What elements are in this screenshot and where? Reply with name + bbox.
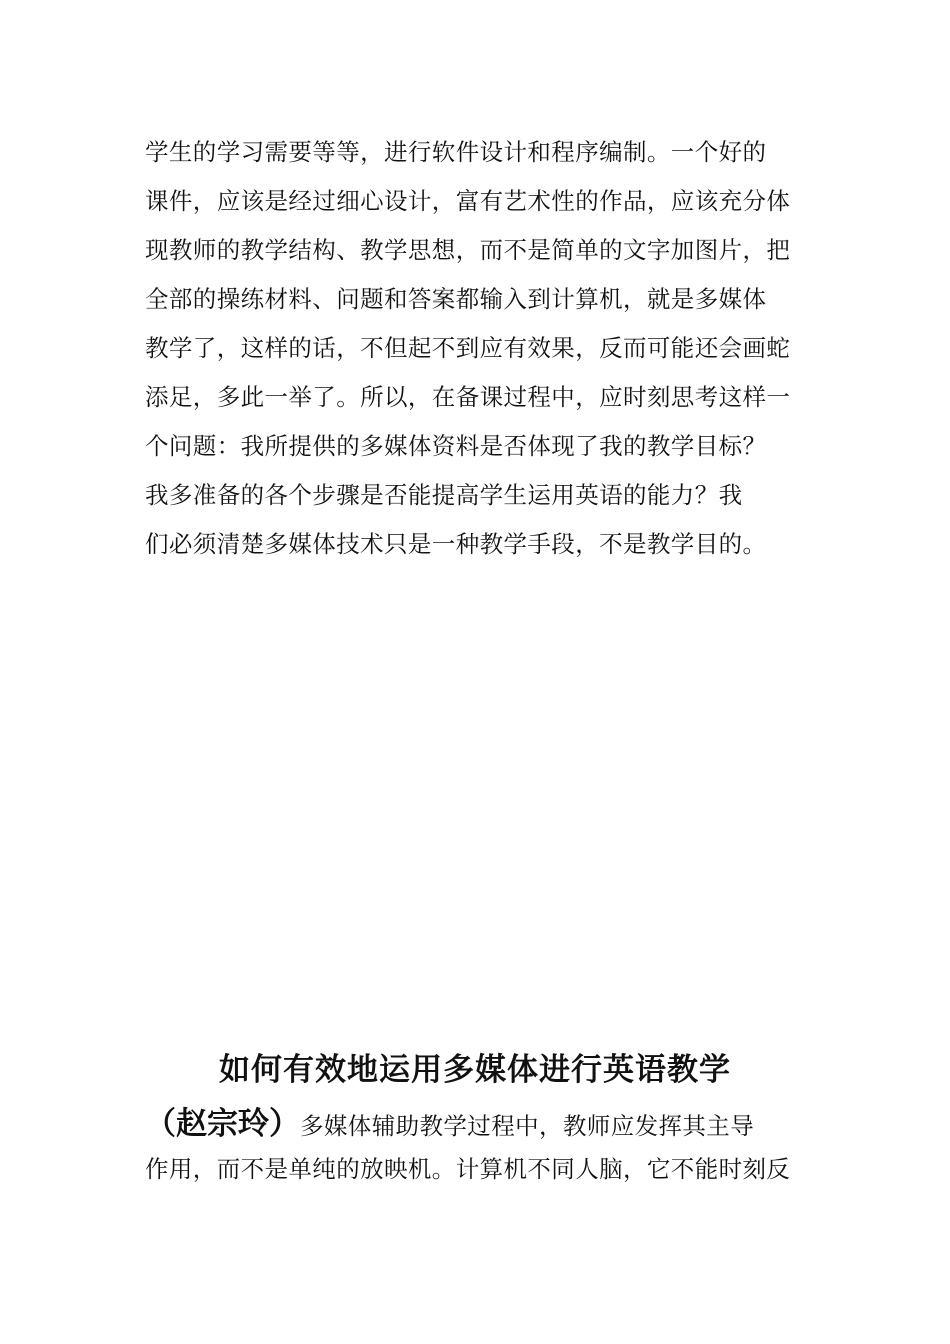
author-name: （赵宗玲） xyxy=(145,1106,300,1142)
article-first-line: 多媒体辅助教学过程中，教师应发挥其主导 xyxy=(300,1112,755,1140)
body-paragraph xyxy=(145,128,810,569)
paragraph-line: 我多准备的各个步骤是否能提高学生运用英语的能力？我 xyxy=(145,481,743,509)
paragraph-line: 课件，应该是经过细心设计，富有艺术性的作品，应该充分体 xyxy=(145,187,791,215)
paragraph-line: 个问题：我所提供的多媒体资料是否体现了我的教学目标？ xyxy=(145,432,767,460)
article-second-line: 作用，而不是单纯的放映机。计算机不同人脑，它不能时刻反 xyxy=(145,1155,791,1183)
paragraph-line: 全部的操练材料、问题和答案都输入到计算机，就是多媒体 xyxy=(145,285,767,313)
paragraph-line: 们必须清楚多媒体技术只是一种教学手段，不是教学目的。 xyxy=(145,530,767,558)
author-line xyxy=(145,1098,825,1150)
paragraph-line: 添足，多此一举了。所以，在备课过程中，应时刻思考这样一 xyxy=(145,383,791,411)
paragraph-line: 教学了，这样的话，不但起不到应有效果，反而可能还会画蛇 xyxy=(145,334,791,362)
paragraph-line: 现教师的教学结构、教学思想，而不是简单的文字加图片，把 xyxy=(145,236,791,264)
paragraph-line: 学生的学习需要等等，进行软件设计和程序编制。一个好的 xyxy=(145,138,767,166)
article-title: 如何有效地运用多媒体进行英语教学 xyxy=(219,1052,731,1088)
